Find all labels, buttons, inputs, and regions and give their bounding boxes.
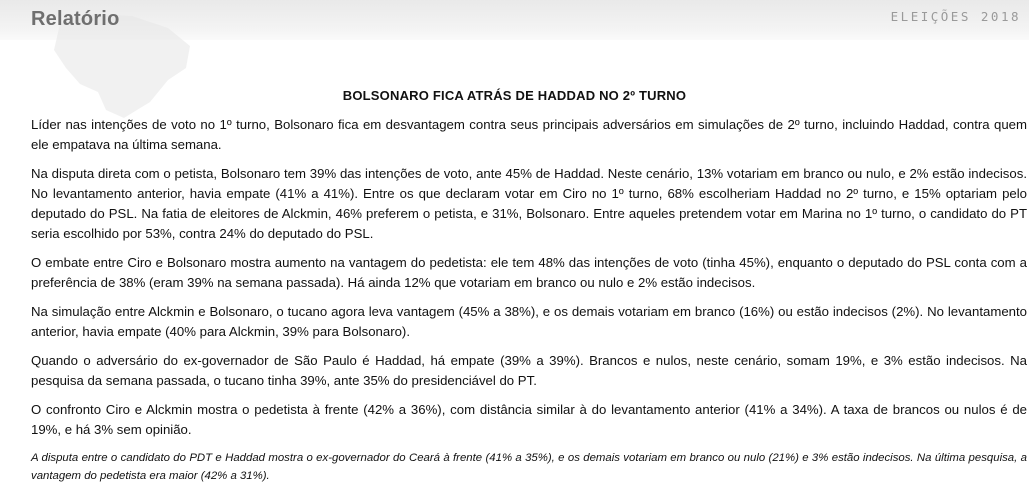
elections-brand: ELEIÇÕES 2018 [890,9,1021,24]
paragraph-4: Na simulação entre Alckmin e Bolsonaro, o tucano agora leva vantagem (45% a 38%), e os demais votariam em branco (16%) ou estão indecisos (2%). No levantamento anterior, havia empate (40% para Alckmin, 39% para Bolsonaro). [31,304,1027,339]
paragraph-2: Na disputa direta com o petista, Bolsonaro tem 39% das intenções de voto, ante 45% de Haddad. Neste cenário, 13% votariam em branco ou nulo, e 2% estão indecisos. No levantamento anterior, havia empate (41% a 41%). Entre os que declaram votar em Ciro no 1º turno, 68% escolheriam Haddad no 2º turno, e 15% optariam pelo deputado do PSL. Na fatia de eleitores de Alckmin, 46% preferem o petista, e 31%, Bolsonaro. Entre aqueles pretendem votar em Marina no 1º turno, o candidato do PT seria escolhido por 53%, contra 24% do deputado do PSL. [31,166,1027,241]
paragraph-5: Quando o adversário do ex-governador de São Paulo é Haddad, há empate (39% a 39%). Brancos e nulos, neste cenário, somam 19%, e 3% estão indecisos. Na pesquisa da semana passada, o tucano tinha 39%, ante 35% do presidenciável do PT. [31,353,1027,388]
article-headline: BOLSONARO FICA ATRÁS DE HADDAD NO 2º TURNO [342,88,687,103]
paragraph-6: O confronto Ciro e Alckmin mostra o pedetista à frente (42% a 36%), com distância similar à do levantamento anterior (41% a 34%). A taxa de brancos ou nulos é de 19%, e há 3% sem opinião. [31,402,1027,437]
report-title: Relatório [31,8,120,30]
article-body [31,115,1027,494]
paragraph-3: O embate entre Ciro e Bolsonaro mostra aumento na vantagem do pedetista: ele tem 48% das intenções de voto (tinha 45%), enquanto o deputado do PSL conta com a preferência de 38% (eram 39% na semana passada). Há ainda 12% que votariam em branco ou nulo e 2% estão indecisos. [31,255,1027,290]
paragraph-1: Líder nas intenções de voto no 1º turno, Bolsonaro fica em desvantagem contra seus principais adversários em simulações de 2º turno, incluindo Haddad, contra quem ele empatava na última semana. [31,117,1027,152]
italic-note: A disputa entre o candidato do PDT e Haddad mostra o ex-governador do Ceará à frente (41% a 35%), e os demais votariam em branco ou nulo (21%) e 3% estão indecisos. Na última pesquisa, a vantagem do pedetista era maior (42% a 31%). [31,452,1027,482]
